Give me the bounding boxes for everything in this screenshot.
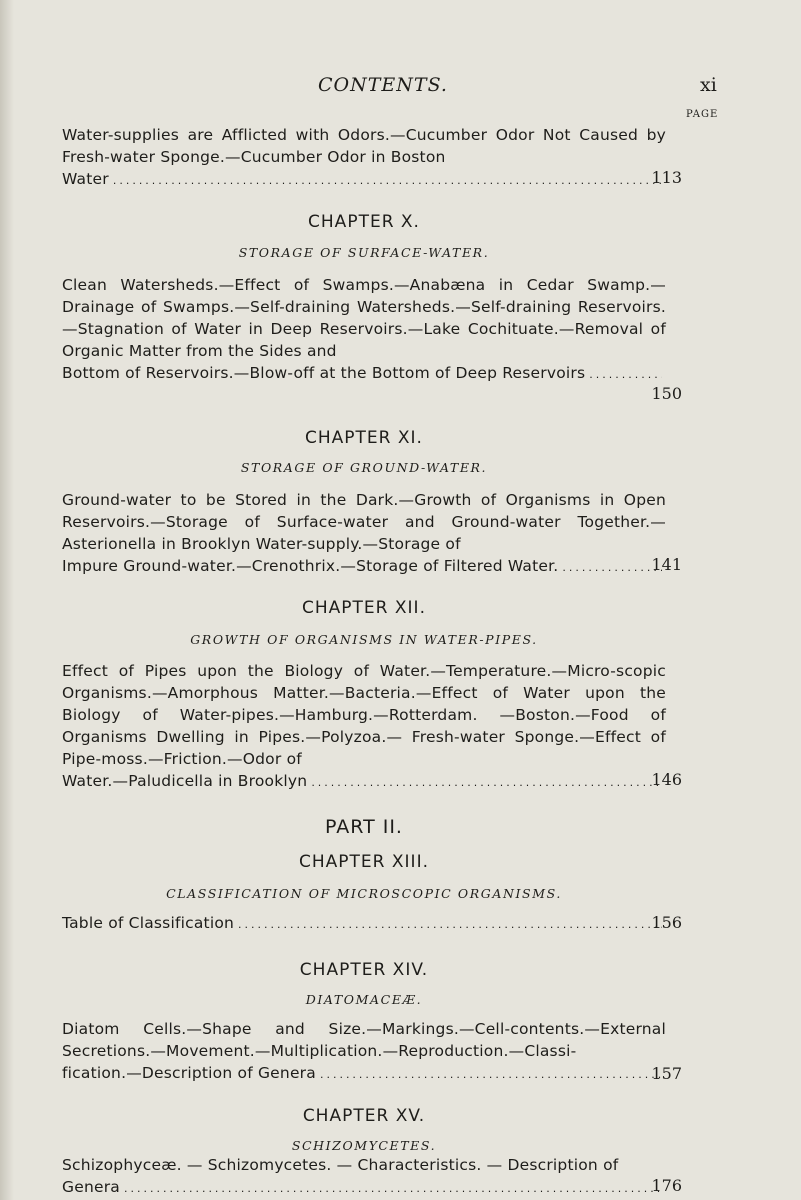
toc-entry	[62, 489, 666, 579]
toc-entry-last-line: Water	[62, 170, 109, 188]
toc-entry-text: Effect of Pipes upon the Biology of Water.—Temperature.—Micro-scopic Organisms.—Amorphous Matter.—Bacteria.—Effect of Water upon the Biology of Water-pipes.—Hamburg.—Rotterdam. —Boston.—Food of Organisms Dwelling in Pipes.—Polyzoa.— Fresh-water Sponge.—Effect of Pipe-moss.—Friction.—Odor of	[62, 662, 666, 768]
leader-dots	[113, 170, 662, 192]
toc-entry	[62, 1018, 666, 1086]
chapter-heading: CHAPTER XV.	[302, 1106, 426, 1126]
toc-page-number: 156	[651, 913, 682, 932]
chapter-heading: CHAPTER X.	[308, 212, 420, 232]
leader-dots	[311, 772, 662, 794]
toc-entry-text: Diatom Cells.—Shape and Size.—Markings.—Cell-contents.—External Secretions.—Movement.—Multiplication.—Reproduction.—Classi-	[62, 1020, 666, 1060]
toc-entry-last-line: Table of Classification	[62, 914, 235, 932]
leader-dots	[320, 1064, 662, 1086]
toc-page-number: 113	[651, 168, 682, 187]
chapter-subtitle: GROWTH OF ORGANISMS IN WATER-PIPES.	[190, 632, 538, 647]
chapter-subtitle: STORAGE OF SURFACE-WATER.	[238, 245, 490, 260]
toc-page-number: 150	[651, 384, 682, 403]
toc-entry	[62, 124, 666, 192]
toc-entry-last-line: Bottom of Reservoirs.—Blow-off at the Bottom of Deep Reservoirs	[62, 364, 586, 382]
toc-entry	[62, 660, 666, 794]
toc-entry-last-line: Impure Ground-water.—Crenothrix.—Storage of Filtered Water.	[62, 557, 559, 575]
page-gutter-shadow	[0, 0, 14, 1200]
toc-entry-text: Ground-water to be Stored in the Dark.—Growth of Organisms in Open Reservoirs.—Storage of Surface-water and Ground-water Together.—Asterionella in Brooklyn Water-supply.—Storage of	[62, 491, 666, 553]
toc-entry-text: Clean Watersheds.—Effect of Swamps.—Anabæna in Cedar Swamp.— Drainage of Swamps.—Self-draining Watersheds.—Self-draining Reservoirs.—Stagnation of Water in Deep Reservoirs.—Lake Cochituate.—Removal of Organic Matter from the Sides and	[62, 276, 666, 360]
toc-entry	[62, 274, 666, 386]
chapter-subtitle: STORAGE OF GROUND-WATER.	[240, 460, 488, 475]
toc-page-number: 176	[651, 1176, 682, 1195]
toc-entry-text: Schizophyceæ. — Schizomycetes. — Characteristics. — Description of	[62, 1156, 619, 1174]
toc-entry-last-line: Genera	[62, 1178, 120, 1196]
toc-entry	[62, 912, 666, 936]
page-column-label: PAGE	[686, 109, 719, 120]
chapter-subtitle: SCHIZOMYCETES.	[291, 1138, 437, 1153]
leader-dots	[238, 914, 662, 936]
toc-entry-text: Water-supplies are Afflicted with Odors.—Cucumber Odor Not Caused by Fresh-water Sponge.—Cucumber Odor in Boston	[62, 126, 666, 166]
chapter-heading: CHAPTER XIII.	[299, 852, 429, 872]
chapter-heading: CHAPTER XII.	[302, 598, 426, 618]
page-folio: xi	[700, 74, 717, 96]
leader-dots	[589, 364, 662, 386]
toc-entry-last-line: fication.—Description of Genera	[62, 1064, 316, 1082]
leader-dots	[124, 1178, 662, 1200]
part-heading: PART II.	[325, 816, 403, 838]
chapter-heading: CHAPTER XI.	[305, 428, 423, 448]
toc-entry-last-line: Water.—Paludicella in Brooklyn	[62, 772, 308, 790]
toc-entry	[62, 1154, 666, 1200]
running-head	[0, 74, 801, 104]
toc-page-number: 146	[651, 770, 682, 789]
toc-page-number: 157	[651, 1064, 682, 1083]
chapter-subtitle: DIATOMACEÆ.	[305, 992, 423, 1007]
running-head-title: CONTENTS.	[318, 74, 448, 96]
toc-page-number: 141	[651, 555, 682, 574]
chapter-heading: CHAPTER XIV.	[299, 960, 429, 980]
chapter-subtitle: CLASSIFICATION OF MICROSCOPIC ORGANISMS.	[166, 886, 562, 901]
